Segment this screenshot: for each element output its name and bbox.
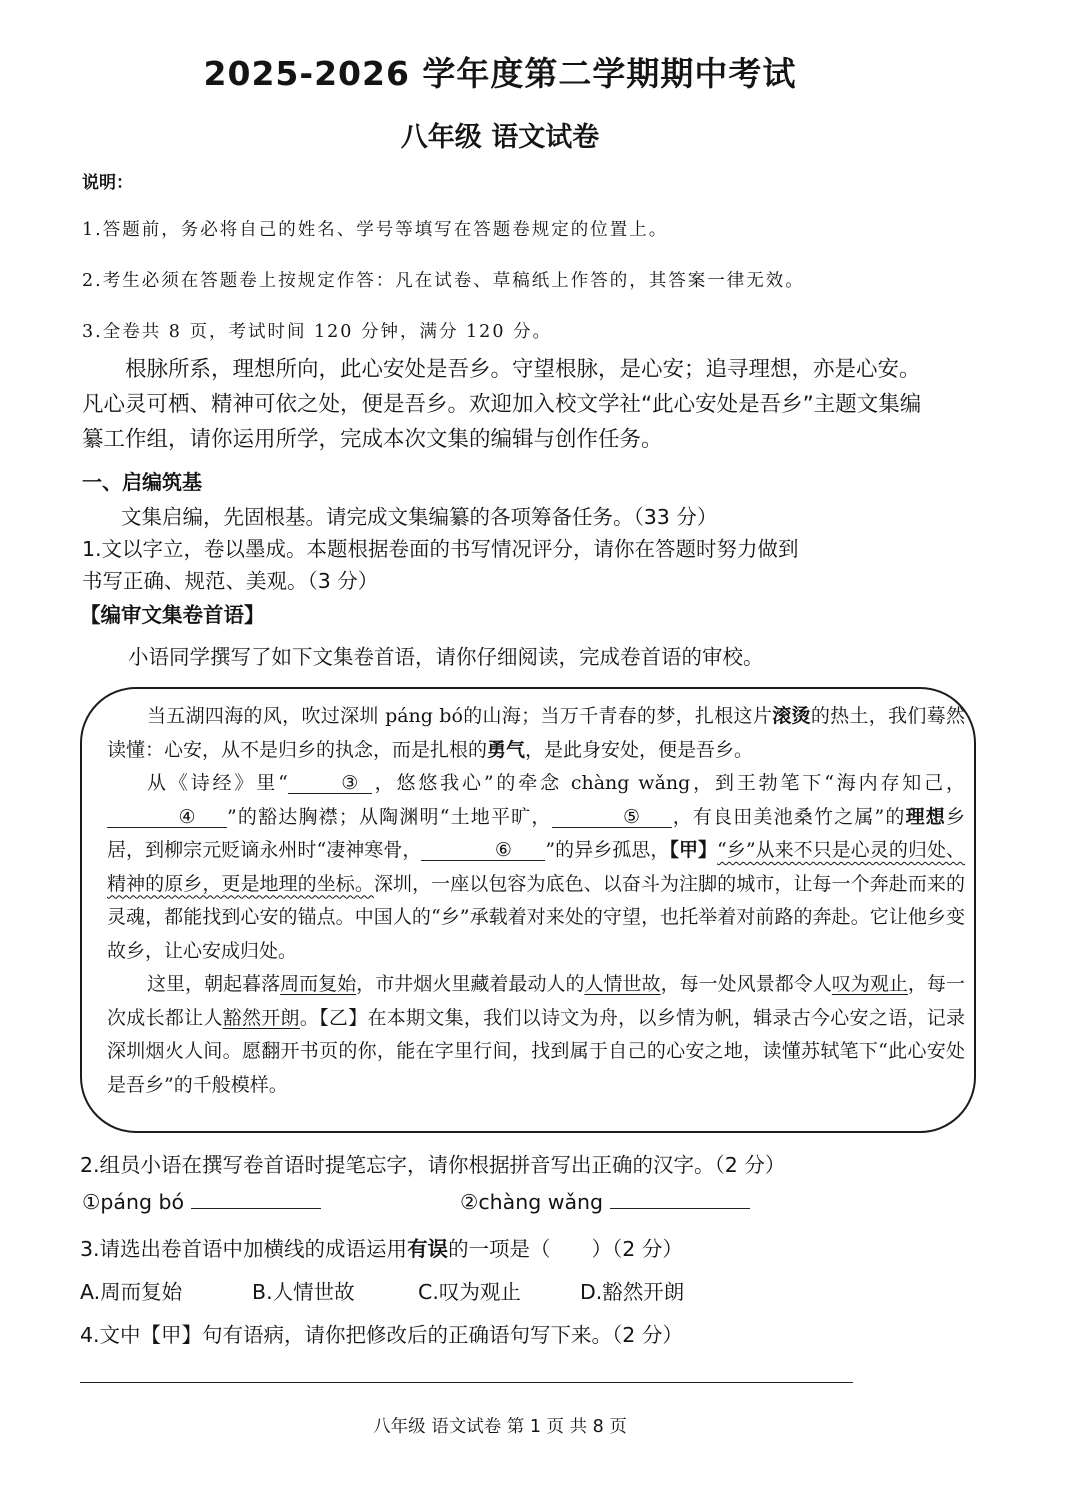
subsection-heading: 【编审文集卷首语】: [80, 603, 265, 627]
passage-text-run: 当五湖四海的风，吹过深圳 páng bó的山海；当万千青春的梦，扎根这片: [147, 705, 773, 727]
option-c[interactable]: C.叹为观止: [418, 1280, 521, 1304]
passage-text-run: 。【乙】在本期文集，我们以诗文为舟，以乡情为帆，辑录古今心安之语，记录深圳烟火人间。愿翻开书页的你，能在字里行间，找到属于自己的心安之地，读懂苏轼笔下“此心安处是吾乡”的千般模样。: [107, 1006, 965, 1096]
idiom-underlined: 人情世故: [584, 973, 661, 995]
option-d[interactable]: D.豁然开朗: [580, 1280, 685, 1304]
passage-text-run: 从《诗经》里“: [147, 772, 288, 794]
answer-blank[interactable]: [610, 1190, 750, 1209]
instruction-item: 3.全卷共 8 页，考试时间 120 分钟，满分 120 分。: [82, 322, 553, 342]
passage-text-run: ，悠悠我心”的牵念 chàng wǎng，到王勃笔下“海内存知己，: [371, 772, 965, 794]
passage-text-run: ，市井烟火里藏着最动人的: [356, 973, 585, 995]
passage-paragraph-3: [107, 968, 965, 1102]
blank-4: ④: [107, 807, 227, 828]
section-heading: 一、启编筑基: [82, 470, 202, 494]
answer-line[interactable]: [80, 1382, 853, 1383]
passage-text-run: ，每一处风景都令人: [660, 973, 832, 995]
passage-text-run: ，是此身安处，便是吾乡。: [525, 738, 754, 761]
sentence-jia: “乡”从来不只是心灵的归处、精神的原乡，更是地理的坐标。: [107, 839, 965, 895]
option-b[interactable]: B.人情世故: [252, 1280, 355, 1304]
instructions-heading: 说明：: [82, 173, 133, 193]
question-3: [80, 1232, 683, 1262]
exam-subtitle: 八年级 语文试卷: [400, 122, 600, 153]
sentence-jia-label: 【甲】: [669, 839, 718, 861]
emphasis-word: 有误: [407, 1237, 449, 1261]
bold-word: 勇气: [487, 738, 526, 761]
question-4: 4.文中【甲】句有语病，请你把修改后的正确语句写下来。（2 分）: [80, 1323, 683, 1347]
page-footer: 八年级 语文试卷 第 1 页 共 8 页: [373, 1417, 627, 1437]
blank-3: ③: [288, 773, 372, 794]
passage-text-run: ”的异乡孤思，: [545, 839, 670, 861]
passage-text-run: ，每一次成长都让人: [107, 973, 965, 1029]
option-a[interactable]: A.周而复始: [80, 1280, 183, 1304]
section-description: 文集启编，先固根基。请完成文集编纂的各项筹备任务。（33 分）: [121, 505, 718, 529]
question-2: 2.组员小语在撰写卷首语时提笔忘字，请你根据拼音写出正确的汉字。（2 分）: [80, 1153, 786, 1177]
idiom-underlined: 周而复始: [280, 973, 357, 995]
bold-word: 滚烫: [772, 705, 811, 727]
idiom-underlined: 叹为观止: [831, 973, 908, 995]
pinyin-label: ①páng bó: [82, 1190, 185, 1214]
instruction-item: 2.考生必须在答题卷上按规定作答：凡在试卷、草稿纸上作答的，其答案一律无效。: [82, 271, 805, 291]
passage-text-run: 乡居，到柳宗元贬谪永州时“凄神寒骨，: [107, 805, 965, 861]
pinyin-label: ②chàng wǎng: [460, 1190, 604, 1214]
blank-5: ⑤: [552, 807, 672, 828]
question-1-line-1: 1.文以字立，卷以墨成。本题根据卷面的书写情况评分，请你在答题时努力做到: [82, 537, 799, 561]
passage-text-run: ”的豁达胸襟；从陶渊明“土地平旷，: [227, 805, 552, 828]
question-text-run: 的一项是（ ）（2 分）: [448, 1237, 683, 1261]
passage-paragraph-2: [107, 767, 965, 968]
question-1-line-2: 书写正确、规范、美观。（3 分）: [82, 569, 379, 593]
passage-text-run: ，有良田美池桑竹之属”的: [671, 805, 906, 828]
question-text-run: 3.请选出卷首语中加横线的成语运用: [80, 1237, 408, 1261]
passage-text: [107, 700, 965, 1102]
task-instruction: 小语同学撰写了如下文集卷首语，请你仔细阅读，完成卷首语的审校。: [128, 645, 764, 669]
passage-text-run: 的热土，我们蓦然读懂：心安，从不是归乡的执念，而是扎根的: [107, 705, 965, 761]
answer-blank[interactable]: [191, 1190, 321, 1209]
bold-word: 理想: [905, 805, 946, 828]
idiom-underlined: 豁然开朗: [222, 1006, 300, 1029]
passage-paragraph-1: [107, 700, 965, 767]
blank-6: ⑥: [421, 840, 545, 861]
passage-text-run: 深圳，一座以包容为底色、以奋斗为注脚的城市，让每一个奔赴而来的灵魂，都能找到心安的锚点。中国人的“乡”承载着对来处的守望，也托举着对前路的奔赴。它让他乡变故乡，让心安成归处。: [107, 872, 965, 962]
exam-title: 2025-2026 学年度第二学期期中考试: [203, 54, 797, 93]
intro-paragraph: 根脉所系，理想所向，此心安处是吾乡。守望根脉，是心安；追寻理想，亦是心安。凡心灵可栖、精神可依之处，便是吾乡。欢迎加入校文学社“此心安处是吾乡”主题文集编纂工作组，请你运用所学，完成本次文集的编辑与创作任务。: [82, 357, 922, 452]
instruction-item: 1.答题前，务必将自己的姓名、学号等填写在答题卷规定的位置上。: [82, 220, 669, 240]
question-2-item-2: [460, 1190, 750, 1214]
passage-text-run: 这里，朝起暮落: [147, 973, 281, 995]
question-2-item-1: [82, 1190, 321, 1214]
